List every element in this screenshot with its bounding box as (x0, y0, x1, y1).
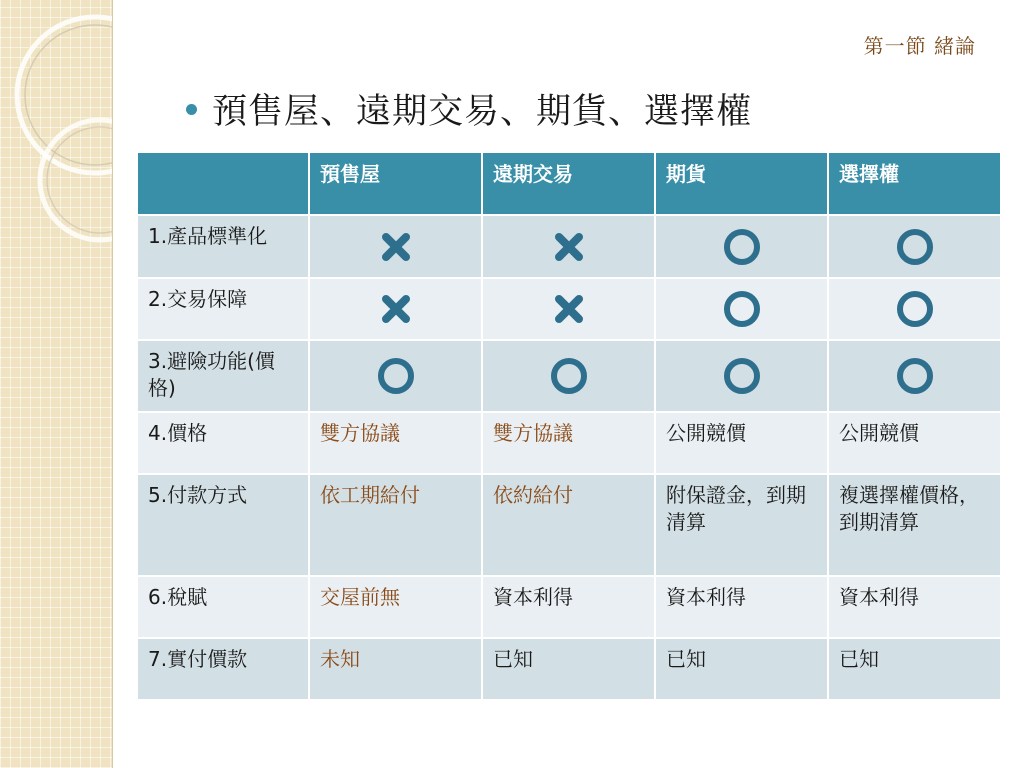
table-cell: 公開競價 (655, 412, 828, 474)
circle-icon (376, 356, 416, 396)
table-row (137, 340, 1001, 412)
table-cell: 資本利得 (828, 576, 1001, 638)
table-cell: 雙方協議 (482, 412, 655, 474)
table-cell (655, 278, 828, 340)
cross-icon (551, 291, 587, 327)
table-cell: 依工期給付 (309, 474, 482, 576)
header-cell-corner (137, 152, 309, 215)
circle-icon (895, 356, 935, 396)
table-cell: 資本利得 (655, 576, 828, 638)
table-cell (309, 278, 482, 340)
table-cell (828, 215, 1001, 278)
table-cell: 未知 (309, 638, 482, 700)
circle-icon (549, 356, 589, 396)
decorative-rings (0, 0, 112, 768)
table-header-row (137, 152, 1001, 215)
header-cell-options: 選擇權 (828, 152, 1001, 215)
table-cell: 資本利得 (482, 576, 655, 638)
table-cell: 複選擇權價格，到期清算 (828, 474, 1001, 576)
table-cell (655, 340, 828, 412)
table-cell (482, 278, 655, 340)
row-label: 2.交易保障 (137, 278, 309, 340)
table-cell: 依約給付 (482, 474, 655, 576)
table-cell: 附保證金，到期清算 (655, 474, 828, 576)
table-cell: 已知 (655, 638, 828, 700)
cross-icon (551, 229, 587, 265)
circle-icon (722, 227, 762, 267)
circle-icon (722, 289, 762, 329)
table-cell: 交屋前無 (309, 576, 482, 638)
circle-icon (895, 289, 935, 329)
section-title: 第一節 緒論 (863, 34, 976, 58)
table-cell: 雙方協議 (309, 412, 482, 474)
decorative-side-panel (0, 0, 113, 768)
table-row (137, 638, 1001, 700)
comparison-table (136, 151, 1002, 701)
header-cell-futures: 期貨 (655, 152, 828, 215)
table-cell (482, 215, 655, 278)
row-label: 6.稅賦 (137, 576, 309, 638)
cross-icon (378, 229, 414, 265)
table-row (137, 412, 1001, 474)
table-cell: 已知 (828, 638, 1001, 700)
row-label: 3.避險功能(價格) (137, 340, 309, 412)
circle-icon (722, 356, 762, 396)
table-cell: 公開競價 (828, 412, 1001, 474)
table-cell (309, 215, 482, 278)
header-cell-presale-house: 預售屋 (309, 152, 482, 215)
header-cell-forward: 遠期交易 (482, 152, 655, 215)
row-label: 5.付款方式 (137, 474, 309, 576)
bullet-dot (186, 104, 197, 115)
row-label: 1.產品標準化 (137, 215, 309, 278)
table-cell (309, 340, 482, 412)
table-cell: 已知 (482, 638, 655, 700)
table-row (137, 215, 1001, 278)
page-heading: 預售屋、遠期交易、期貨、選擇權 (212, 92, 753, 132)
row-label: 7.實付價款 (137, 638, 309, 700)
table-cell (482, 340, 655, 412)
row-label: 4.價格 (137, 412, 309, 474)
table-row (137, 474, 1001, 576)
table-cell (655, 215, 828, 278)
cross-icon (378, 291, 414, 327)
table-cell (828, 340, 1001, 412)
circle-icon (895, 227, 935, 267)
table-row (137, 278, 1001, 340)
table-row (137, 576, 1001, 638)
table-cell (828, 278, 1001, 340)
